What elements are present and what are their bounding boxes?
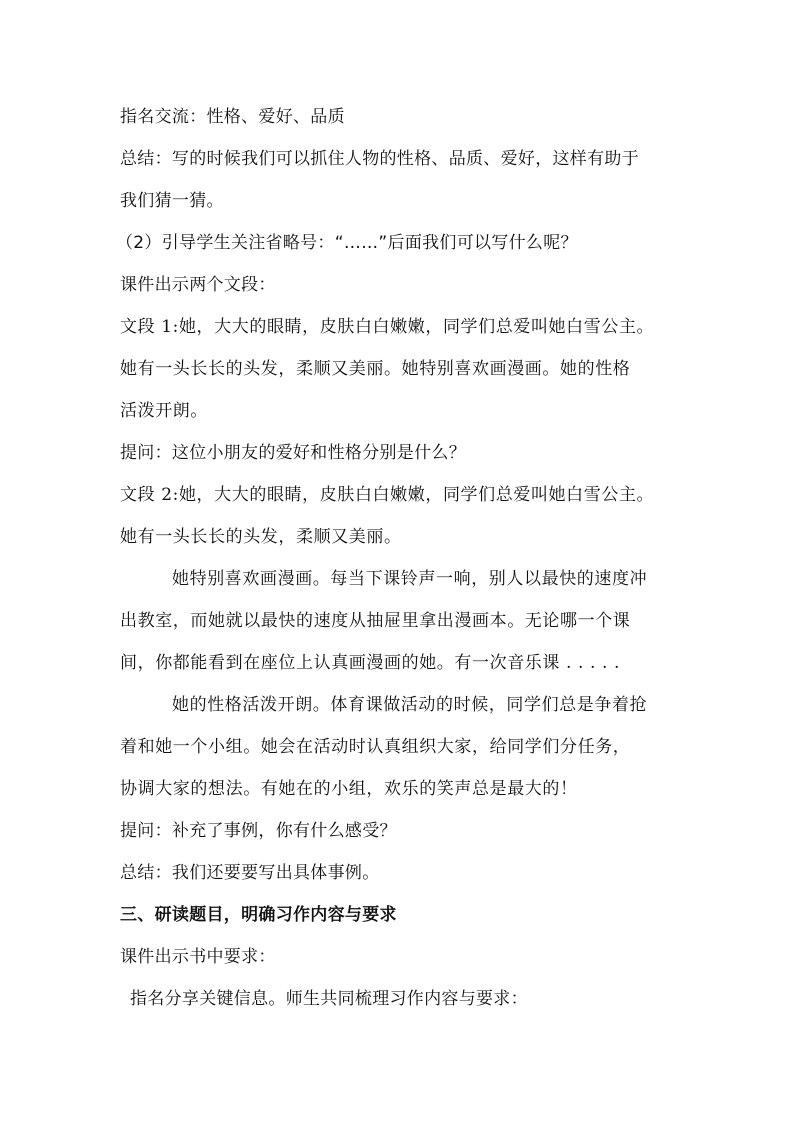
excerpt-line: 她的性格活泼开朗。体育课做活动的时候，同学们总是争着抢: [172, 695, 648, 715]
excerpt-line: 文段 2:她，大大的眼睛，皮肤白白嫩嫩，同学们总爱叫她白雪公主。: [120, 485, 655, 505]
paragraph-line: 课件出示两个文段：: [120, 275, 276, 295]
paragraph-line: 指名分享关键信息。师生共同梳理习作内容与要求：: [130, 989, 528, 1009]
excerpt-line: 间，你都能看到在座位上认真画漫画的她。有一次音乐课 . . . . .: [120, 653, 621, 673]
paragraph-line: 提问：这位小朋友的爱好和性格分别是什么？: [120, 443, 466, 463]
paragraph-line: 指名交流：性格、爱好、品质: [120, 107, 345, 127]
excerpt-line: 她特别喜欢画漫画。每当下课铃声一响，别人以最快的速度冲: [172, 569, 648, 589]
excerpt-line: 她有一头长长的头发，柔顺又美丽。: [120, 527, 402, 547]
excerpt-line: 着和她一个小组。她会在活动时认真组织大家，给同学们分任务，: [120, 737, 631, 757]
paragraph-line: 提问：补充了事例，你有什么感受？: [120, 821, 397, 841]
excerpt-line: 出教室，而她就以最快的速度从抽屉里拿出漫画本。无论哪一个课: [120, 611, 631, 631]
excerpt-line: 活泼开朗。: [120, 401, 208, 421]
section-heading: 三、研读题目，明确习作内容与要求: [120, 905, 397, 925]
excerpt-line: 协调大家的想法。有她在的小组，欢乐的笑声总是最大的！: [120, 779, 578, 799]
paragraph-line: 总结：我们还要要写出具体事例。: [120, 863, 380, 883]
paragraph-line: 总结：写的时候我们可以抓住人物的性格、品质、爱好，这样有助于: [120, 149, 639, 169]
excerpt-line: 她有一头长长的头发，柔顺又美丽。她特别喜欢画漫画。她的性格: [120, 359, 631, 379]
paragraph-line: 我们猜一猜。: [120, 191, 224, 211]
paragraph-line: 课件出示书中要求：: [120, 947, 276, 967]
paragraph-line: （2）引导学生关注省略号：“……”后面我们可以写什么呢？: [116, 233, 578, 253]
excerpt-line: 文段 1:她，大大的眼睛，皮肤白白嫩嫩，同学们总爱叫她白雪公主。: [120, 317, 655, 337]
